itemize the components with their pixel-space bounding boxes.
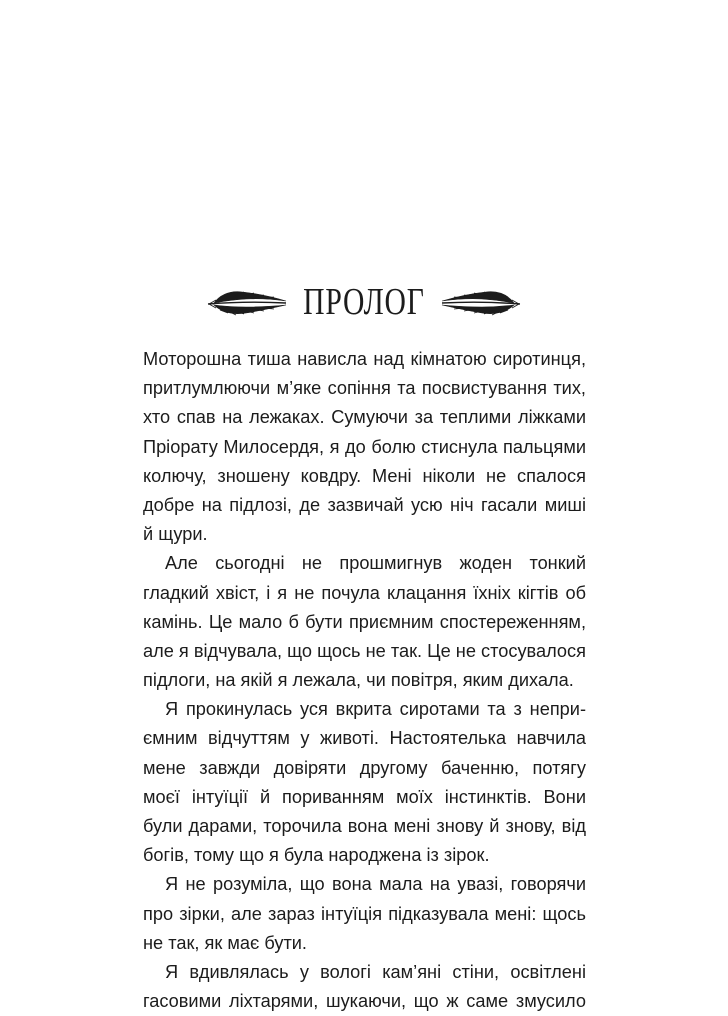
paragraph-1 xyxy=(143,345,586,549)
text-line: камінь. Це мало б бути приємним спостереженням, xyxy=(143,611,586,632)
paragraph-4 xyxy=(143,870,586,958)
paragraph-2 xyxy=(143,549,586,695)
text-line: гасовими ліхтарями, шукаючи, що ж саме змусило xyxy=(143,991,586,1012)
feather-ornament-left-icon xyxy=(206,282,288,322)
text-line: моєї інтуїції й пориванням моїх інстинктів. Вони xyxy=(143,786,586,807)
text-line: колючу, зношену ковдру. Мені ніколи не спалося xyxy=(143,465,586,486)
paragraph-5 xyxy=(143,958,586,1016)
text-line: притлумлюючи м’яке сопіння та посвистування тих, xyxy=(143,378,586,399)
text-line: й щури. xyxy=(143,524,208,545)
text-line: Пріорату Милосердя, я до болю стиснула пальцями xyxy=(143,436,586,457)
text-line: були дарами, торочила вона мені знову й знову, від xyxy=(143,816,586,836)
text-line: Моторошна тиша нависла над кімнатою сиротинця, xyxy=(143,349,586,369)
text-line: Я не розуміла, що вона мала на увазі, говорячи xyxy=(165,874,586,895)
text-line: гладкий хвіст, і я не почула клацання їхніх кігтів об xyxy=(143,582,586,603)
text-line: богів, тому що я була народжена із зірок. xyxy=(143,845,490,866)
text-line: Але сьогодні не прошмигнув жоден тонкий xyxy=(165,553,586,574)
text-line: хто спав на лежаках. Сумуючи за теплими ліжками xyxy=(143,407,586,428)
text-line: не так, як має бути. xyxy=(143,932,307,953)
text-line: про зірки, але зараз інтуїція підказувала мені: щось xyxy=(143,903,586,924)
text-line: добре на підлозі, де зазвичай усю ніч гасали миші xyxy=(143,494,586,515)
text-line: Я вдивлялась у вологі кам’яні стіни, освітлені xyxy=(165,961,586,982)
text-line: але я відчувала, що щось не так. Це не стосувалося xyxy=(143,640,586,661)
chapter-heading xyxy=(0,270,728,334)
text-line: мене завжди довіряти другому баченню, потягу xyxy=(143,757,586,778)
feather-ornament-right-icon xyxy=(440,282,522,322)
text-line: ємним відчуттям у животі. Настоятелька навчила xyxy=(143,728,586,749)
text-line: Я прокинулась уся вкрита сиротами та з непри- xyxy=(165,699,586,720)
text-line: підлоги, на якій я лежала, чи повітря, яким дихала. xyxy=(143,670,574,691)
prologue-text xyxy=(143,345,586,1016)
chapter-title: ПРОЛОГ xyxy=(303,281,425,323)
paragraph-3 xyxy=(143,695,586,870)
